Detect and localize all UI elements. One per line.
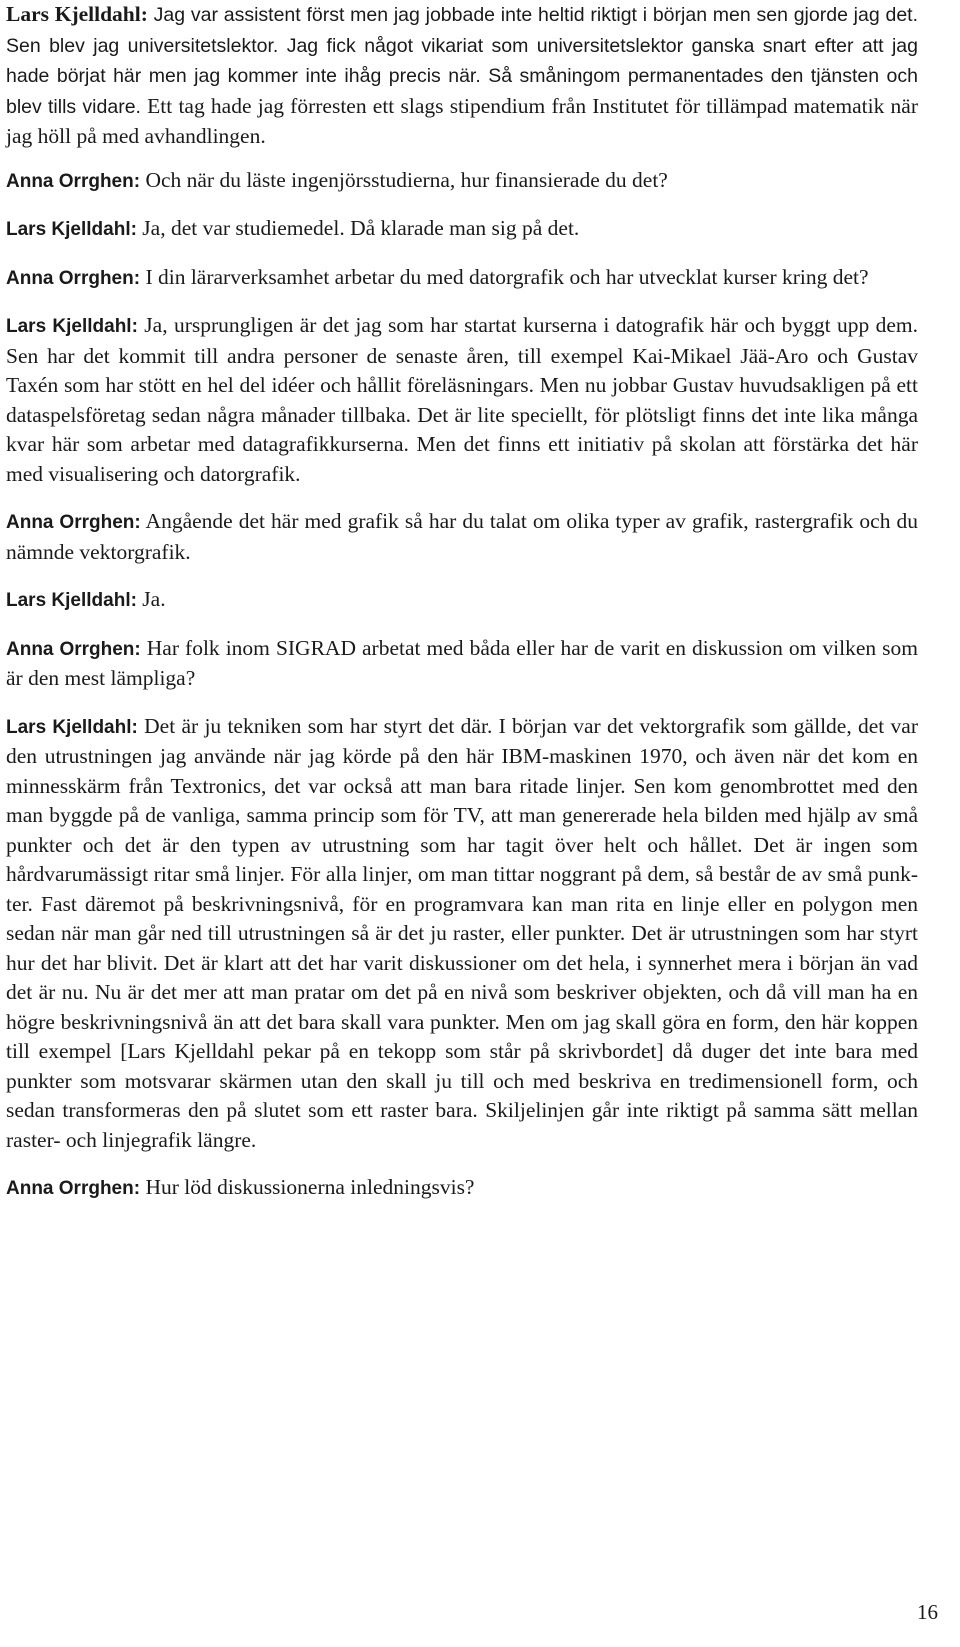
speaker-label: Lars Kjelldahl: [6, 2, 148, 26]
paragraph-text: Ja, det var studiemedel. Då klarade man sig på det. [136, 216, 580, 240]
paragraph-1 [6, 0, 918, 152]
paragraph-7 [6, 585, 918, 616]
speaker-label: Lars Kjelldahl: [6, 219, 137, 240]
speaker-label: Lars Kjelldahl: [6, 590, 137, 611]
paragraph-2 [6, 166, 918, 197]
paragraph-text: Har folk inom SIGRAD arbetat med båda eller har de varit en diskussion om vilken som är den mest lämpliga? [6, 635, 918, 690]
document-page [6, 0, 918, 1222]
speaker-label: Anna Orrghen: [6, 512, 141, 533]
speaker-label: Anna Orrghen: [6, 170, 141, 192]
paragraph-text: Jag var assistent först men jag jobbade inte heltid riktigt i början men sen gjorde jag det. Sen blev jag universitetslektor. Jag fick något vikariat som universitetslektor ganska snart efter att jag hade börjat här men jag kommer inte ihåg precis när. Så småningom permanentades den tjänsten och blev tills vidare. [6, 4, 918, 118]
paragraph-3 [6, 214, 918, 245]
speaker-label: Anna Orrghen: [6, 267, 141, 289]
paragraph-text: Angående det här med grafik så har du talat om olika typer av grafik, rastergrafik och du nämnde vektorgrafik. [6, 509, 918, 564]
paragraph-text: Och när du läste ingenjörsstudierna, hur finansierade du det? [140, 167, 668, 192]
paragraph-8 [6, 634, 918, 694]
paragraph-9 [6, 712, 918, 1156]
speaker-label: Lars Kjelldahl: [6, 316, 138, 337]
paragraph-6 [6, 507, 918, 567]
paragraph-text: Ett tag hade jag förresten ett slags stipendium från Institutet för tillämpad matematik när jag höll på med avhandlingen. [6, 93, 918, 148]
paragraph-text: Ja. [136, 587, 166, 611]
paragraph-10 [6, 1173, 918, 1204]
paragraph-text: Det är ju tekniken som har styrt det där. I början var det vektorgrafik som gällde, det var den utrustningen jag använde när jag körde på den här IBM-maskinen 1970, och även när det kom en minnesskärm från Textronics, det var också att man bara ritade linjer. Sen kom genombrottet med den man byggde på de vanliga, samma princip som för TV, att man genererade hela bilden med hjälp av små punkter och det är den typen av utrustning som har tagit över helt och hållet. Det är ingen som hårdvarumässigt ritar små linjer. För alla linjer, om man tittar noggrant på dem, så består de av små punkter. Fast däremot på beskrivningsnivå, för en programvara kan man rita en linje eller en polygon men sedan när man går ned till utrustningen så är det ju raster, eller punkter. Det är utrustningen som har styrt hur det har blivit. Det är klart att det har varit diskussioner om det hela, i synnerhet mera i början än vad det är nu. Nu är det mer att man pratar om det på en nivå som beskriver objekten, och då vill man ha en högre beskrivningsnivå än att det bara skall vara punkter. Men om jag skall göra en form, den här koppen till exempel [Lars Kjelldahl pekar på en tekopp som står på skrivbordet] då duger det inte bara med punkter som motsvarar skärmen utan den skall ju till och med beskriva en tredimensionell form, och sedan transformeras den på slutet som ett raster bara. Skiljelinjen går inte riktigt på samma sätt mellan raster- och linjegrafik längre. [6, 713, 919, 1152]
speaker-label: Anna Orrghen: [6, 1178, 141, 1199]
speaker-label: Anna Orrghen: [6, 638, 141, 660]
speaker-label: Lars Kjelldahl: [6, 716, 138, 738]
paragraph-4 [6, 263, 918, 294]
paragraph-text: Ja, ursprungligen är det jag som har startat kurserna i datografik här och byggt upp dem. Sen har det kommit till andra personer de senaste åren, till exempel Kai-Mikael Jää-Aro och Gustav Taxén som har stött en hel del idéer och hållit föreläsningars. Men nu jobbar Gustav huvudsakligen på ett dataspelsföretag sedan några månader tillbaka. Det är lite speciellt, för plötsligt finns det inte lika många kvar här som arbetar med datagrafikkurserna. Men det finns ett initiativ på skolan att förstärka det här med visualisering och datorgrafik. [6, 313, 919, 486]
paragraph-5 [6, 311, 918, 489]
paragraph-text: Hur löd diskussionerna inledningsvis? [140, 1175, 475, 1199]
paragraph-text: I din lärarverksamhet arbetar du med datorgrafik och har utvecklat kurser kring det? [140, 264, 869, 289]
page-number: 16 [917, 1600, 938, 1624]
